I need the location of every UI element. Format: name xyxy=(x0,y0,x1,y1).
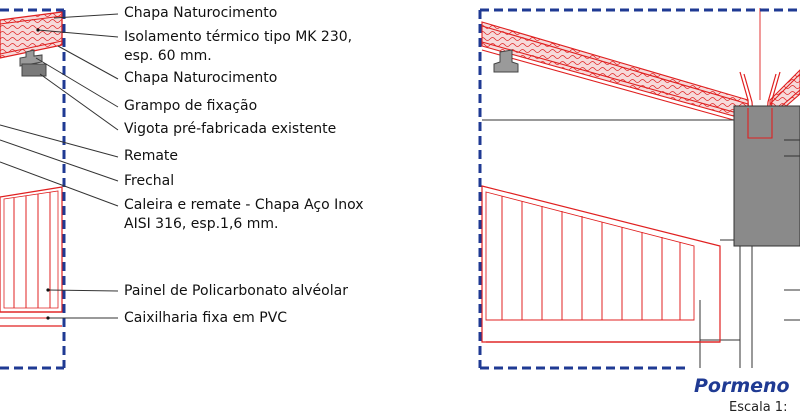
polycarbonate-panel-right xyxy=(482,186,720,342)
polycarbonate-panel xyxy=(0,187,62,312)
label-isolamento-termico: Isolamento térmico tipo MK 230, xyxy=(124,29,353,45)
leader-lines xyxy=(0,14,118,318)
pvc-frame xyxy=(0,312,62,326)
right-detail xyxy=(482,8,800,368)
label-painel-policarbonato: Painel de Policarbonato alvéolar xyxy=(124,283,348,299)
label-chapa-naturocimento-bottom: Chapa Naturocimento xyxy=(124,70,278,86)
label-isolamento-termico-line2: esp. 60 mm. xyxy=(124,48,212,64)
label-vigota: Vigota pré-fabricada existente xyxy=(124,121,337,137)
roof-slope-left xyxy=(482,22,748,124)
label-caixilharia: Caixilharia fixa em PVC xyxy=(124,310,288,326)
fixing-clamp xyxy=(20,50,46,76)
label-grampo-fixacao: Grampo de fixação xyxy=(124,98,258,114)
label-chapa-naturocimento-top: Chapa Naturocimento xyxy=(124,5,278,21)
concrete-beam xyxy=(734,106,800,246)
detail-scale: Escala 1: xyxy=(729,400,788,415)
label-frechal: Frechal xyxy=(124,173,175,189)
label-remate: Remate xyxy=(124,148,179,164)
label-caleira: Caleira e remate - Chapa Aço Inox xyxy=(124,197,364,213)
left-detail xyxy=(0,12,62,326)
detail-title: Pormeno xyxy=(694,375,790,397)
label-caleira-line2: AISI 316, esp.1,6 mm. xyxy=(124,216,279,232)
